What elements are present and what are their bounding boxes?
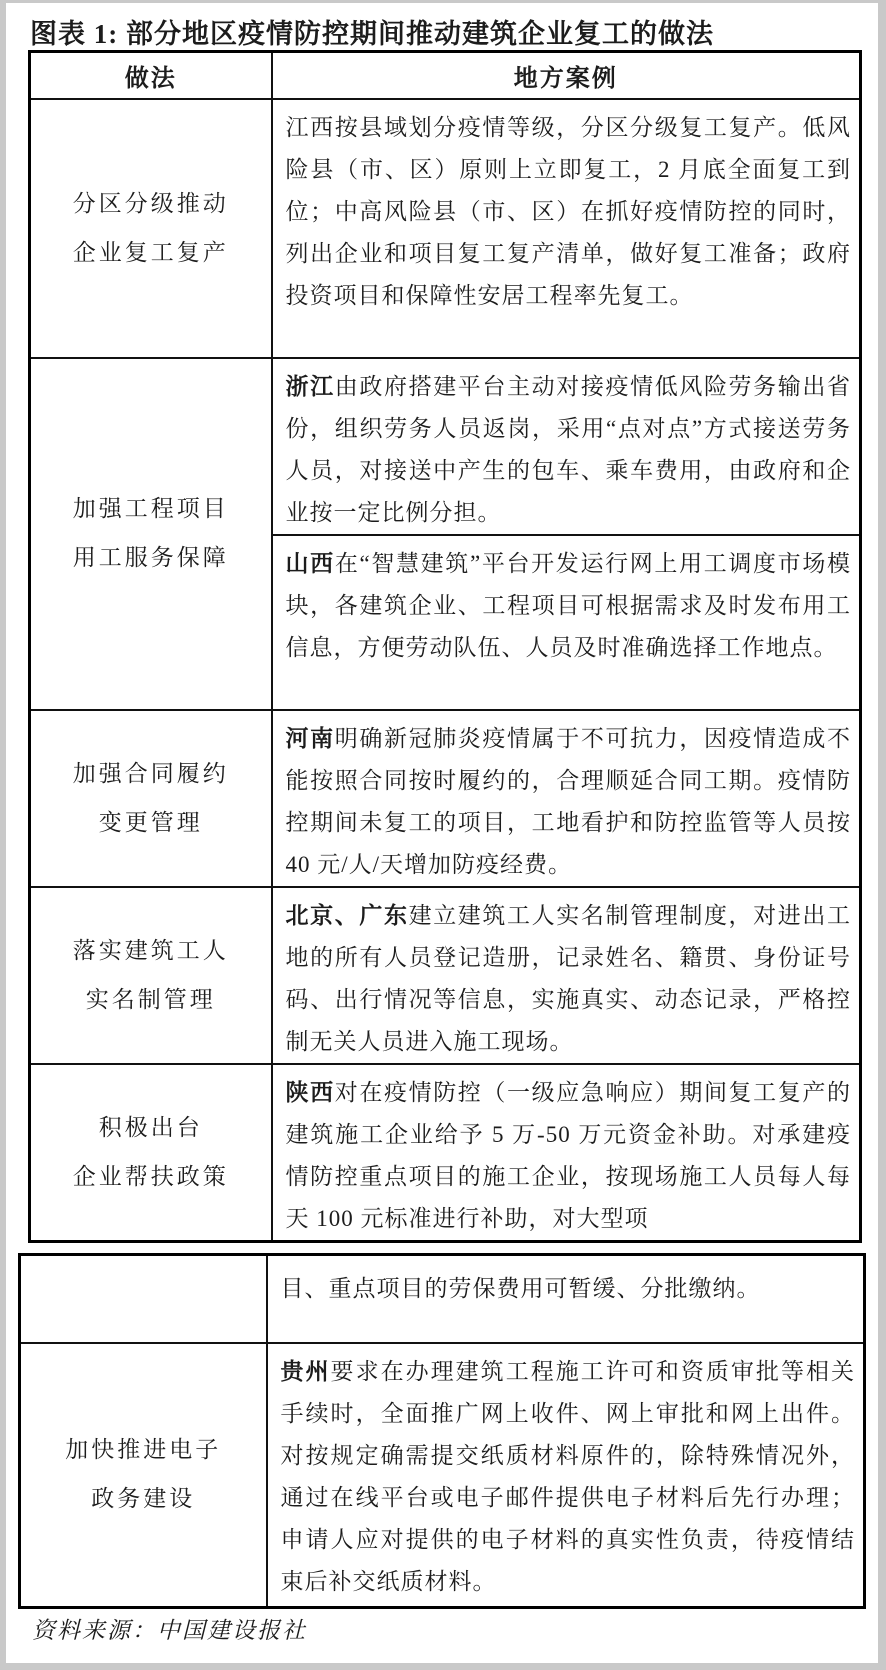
method-label: 实名制管理 [85,986,216,1012]
case-cell [267,1343,865,1608]
method-label: 加快推进电子 [65,1437,222,1463]
table-row [30,1064,861,1242]
method-label: 用工服务保障 [72,545,229,570]
table-row [30,358,861,535]
method-label: 加强工程项目 [72,496,229,521]
table-row [30,710,861,887]
case-text: 明确新冠肺炎疫情属于不可抗力，因疫情造成不能按照合同按时履约的，合理顺延合同工期。疫情防控期间未复工的项目，工地看护和防控监管等人员按 40 元/人/天增加防疫经费。 [285,725,852,877]
page-edge [0,0,886,3]
province-name: 山西 [285,550,335,576]
method-cell [30,358,272,710]
method-cell [30,1064,272,1242]
province-name: 河南 [285,725,335,751]
case-cell [272,887,861,1064]
case-text: 由政府搭建平台主动对接疫情低风险劳务输出省份，组织劳务人员返岗，采用“点对点”方式接送劳务人员，对接送中产生的包车、乘车费用，由政府和企业按一定比例分担。 [285,373,852,525]
method-label: 企业帮扶政策 [72,1163,229,1189]
province-name: 陕西 [285,1079,335,1105]
column-header-method: 做法 [30,52,272,99]
method-cell-empty [20,1255,267,1343]
case-text: 目、重点项目的劳保费用可暂缓、分批缴纳。 [280,1276,761,1301]
case-text: 建立建筑工人实名制管理制度，对进出工地的所有人员登记造册，记录姓名、籍贯、身份证号码、出行情况等信息，实施真实、动态记录，严格控制无关人员进入施工现场。 [285,902,852,1054]
page-edge [0,0,6,1670]
source-note: 资料来源：中国建设报社 [32,1618,307,1643]
case-cell [267,1255,865,1343]
table-row [30,99,861,358]
case-text: 在“智慧建筑”平台开发运行网上用工调度市场模块，各建筑企业、工程项目可根据需求及时发布用工信息，方便劳动队伍、人员及时准确选择工作地点。 [285,550,851,660]
method-label: 变更管理 [98,809,203,835]
case-cell [272,358,861,535]
page-edge [0,1663,886,1670]
method-label: 积极出台 [98,1114,203,1140]
case-text: 对在疫情防控（一级应急响应）期间复工复产的建筑施工企业给予 5 万-50 万元资金补助。对承建疫情防控重点项目的施工企业，按现场施工人员每人每天 100 元标准进行补助，对大型项 [285,1079,852,1231]
method-label: 分区分级推动 [72,190,229,216]
province-name: 北京、广东 [285,902,409,928]
method-label: 企业复工复产 [72,239,229,265]
table-header-row [30,52,861,99]
table-recovery-practices-continued [18,1253,866,1609]
method-cell [20,1343,267,1608]
column-header-case: 地方案例 [272,52,861,99]
method-cell [30,99,272,358]
case-text: 江西按县域划分疫情等级，分区分级复工复产。低风险县（市、区）原则上立即复工，2 月底全面复工到位；中高风险县（市、区）在抓好疫情防控的同时，列出企业和项目复工复产清单，做好复工准备；政府投资项目和保障性安居工程率先复工。 [285,114,851,308]
case-cell [272,99,861,358]
table-recovery-practices [28,50,862,1243]
page-edge [878,0,886,1670]
table-row [20,1343,865,1608]
province-name: 浙江 [285,373,335,399]
province-name: 贵州 [280,1358,331,1384]
page-title: 图表 1: 部分地区疫情防控期间推动建筑企业复工的做法 [30,19,714,49]
method-cell [30,710,272,887]
method-label: 加强合同履约 [72,760,229,786]
table-row [30,887,861,1064]
case-cell [272,535,861,710]
case-text: 要求在办理建筑工程施工许可和资质审批等相关手续时，全面推广网上收件、网上审批和网上出件。对按规定确需提交纸质材料原件的，除特殊情况外，通过在线平台或电子邮件提供电子材料后先行办理；申请人应对提供的电子材料的真实性负责，待疫情结束后补交纸质材料。 [280,1358,856,1594]
table-row [20,1255,865,1343]
case-cell [272,1064,861,1242]
method-label: 落实建筑工人 [72,937,229,963]
method-cell [30,887,272,1064]
case-cell [272,710,861,887]
method-label: 政务建设 [91,1486,196,1512]
